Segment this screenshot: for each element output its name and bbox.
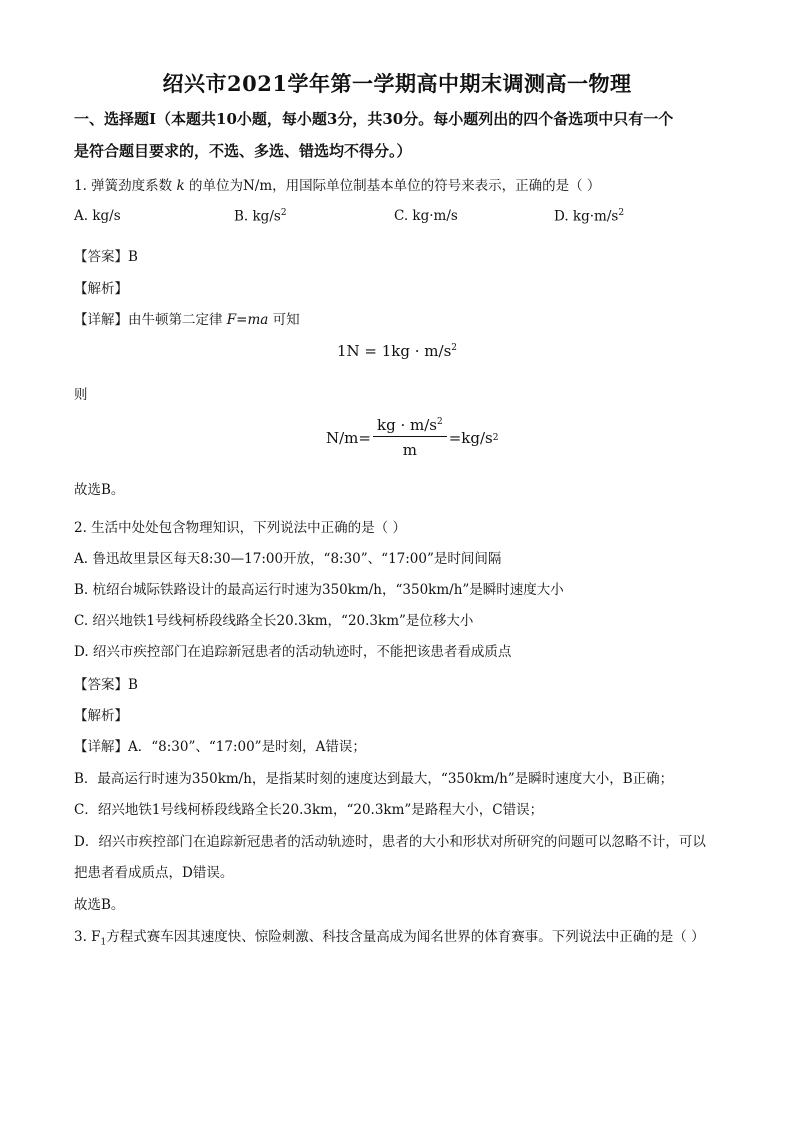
q1-equation-2-fraction bbox=[373, 416, 447, 459]
q1-option-d-text: D. kg·m/s bbox=[554, 208, 619, 225]
q1-equation-1-sup: 2 bbox=[451, 343, 458, 353]
q2-detail-c: C．绍兴地铁1号线柯桥段线路全长20.3km，“20.3km”是路程大小，C错误； bbox=[74, 802, 544, 818]
q1-equation-2-numerator bbox=[373, 416, 447, 437]
q1-stem bbox=[74, 174, 600, 194]
q1-option-b-sup: 2 bbox=[280, 208, 287, 218]
q1-option-b bbox=[234, 208, 287, 225]
q2-detail-a bbox=[74, 735, 366, 755]
q2-detail-tag: 【详解】 bbox=[74, 739, 128, 755]
q1-answer-tag: 【答案】 bbox=[74, 249, 128, 265]
q1-detail-formula: F=ma bbox=[226, 312, 269, 328]
q3-stem-text-a: 3. F bbox=[74, 929, 101, 945]
q2-option-b: B. 杭绍台城际铁路设计的最高运行时速为350km/h，“350km/h”是瞬时速度大小 bbox=[74, 582, 564, 598]
q1-equation-2-numerator-text: kg · m/s bbox=[376, 416, 437, 434]
q1-option-c: C. kg·m/s bbox=[394, 208, 458, 224]
q2-stem: 2. 生活中处处包含物理知识，下列说法中正确的是（ ） bbox=[74, 520, 406, 536]
q1-answer bbox=[74, 245, 138, 265]
q1-detail bbox=[74, 308, 300, 328]
q1-detail-tag: 【详解】 bbox=[74, 312, 128, 328]
q3-stem-sub: 1 bbox=[100, 937, 107, 948]
q1-equation-2-right: =kg/s bbox=[448, 428, 493, 447]
q2-option-d: D. 绍兴市疾控部门在追踪新冠患者的活动轨迹时，不能把该患者看成质点 bbox=[74, 644, 512, 660]
q1-option-d-sup: 2 bbox=[618, 208, 625, 218]
q2-answer bbox=[74, 673, 138, 693]
q1-stem-variable: k bbox=[176, 178, 185, 194]
q1-equation-2 bbox=[326, 416, 498, 459]
q1-equation-2-right-sup: 2 bbox=[492, 432, 499, 443]
q1-conclusion: 故选B。 bbox=[74, 482, 125, 498]
q2-detail-b: B．最高运行时速为350km/h，是指某时刻的速度达到最大，“350km/h”是瞬时速度大小，B正确； bbox=[74, 771, 674, 787]
q2-option-a: A. 鲁迅故里景区每天8:30—17:00开放，“8:30”、“17:00”是时间间隔 bbox=[74, 551, 502, 567]
q2-detail-d-line2: 把患者看成质点，D错误。 bbox=[74, 865, 234, 881]
q1-equation-1 bbox=[0, 342, 794, 360]
q1-option-b-text: B. kg/s bbox=[234, 208, 281, 225]
section-heading-line1: 一、选择题Ⅰ（本题共10小题，每小题3分，共30分。每小题列出的四个备选项中只有一个 bbox=[74, 110, 674, 128]
q2-detail-a-text: A．“8:30”、“17:00”是时刻，A错误； bbox=[128, 739, 366, 755]
q3-stem-text-b: 方程式赛车因其速度快、惊险刺激、科技含量高成为闻名世界的体育赛事。下列说法中正确的是（ ） bbox=[106, 929, 705, 945]
q1-then: 则 bbox=[74, 387, 88, 403]
q2-detail-d-line1: D．绍兴市疾控部门在追踪新冠患者的活动轨迹时，患者的大小和形状对所研究的问题可以忽略不计，可以 bbox=[74, 834, 706, 850]
section-heading-line2: 是符合题目要求的，不选、多选、错选均不得分。） bbox=[74, 142, 412, 160]
q1-equation-2-left: N/m= bbox=[326, 428, 371, 447]
q2-analysis-tag: 【解析】 bbox=[74, 708, 128, 724]
q1-equation-2-denominator: m bbox=[402, 441, 417, 459]
q1-answer-value: B bbox=[128, 249, 138, 265]
q1-option-a: A. kg/s bbox=[74, 208, 121, 224]
q3-stem bbox=[74, 925, 705, 948]
q1-equation-1-text: 1N = 1kg · m/s bbox=[336, 342, 452, 360]
q1-option-d bbox=[554, 208, 624, 225]
q1-equation-2-numerator-sup: 2 bbox=[436, 417, 443, 427]
q2-option-c: C. 绍兴地铁1号线柯桥段线路全长20.3km，“20.3km”是位移大小 bbox=[74, 613, 474, 629]
q2-answer-tag: 【答案】 bbox=[74, 677, 128, 693]
q1-analysis-tag: 【解析】 bbox=[74, 281, 128, 297]
q1-detail-text-b: 可知 bbox=[272, 312, 300, 328]
q2-conclusion: 故选B。 bbox=[74, 897, 125, 913]
q1-stem-text-a: 1. 弹簧劲度系数 bbox=[74, 178, 173, 194]
page-title: 绍兴市2021学年第一学期高中期末调测高一物理 bbox=[162, 71, 632, 96]
q1-detail-text-a: 由牛顿第二定律 bbox=[128, 312, 223, 328]
q2-answer-value: B bbox=[128, 677, 138, 693]
q1-stem-text-b: 的单位为N/m，用国际单位制基本单位的符号来表示，正确的是（ ） bbox=[188, 178, 601, 194]
